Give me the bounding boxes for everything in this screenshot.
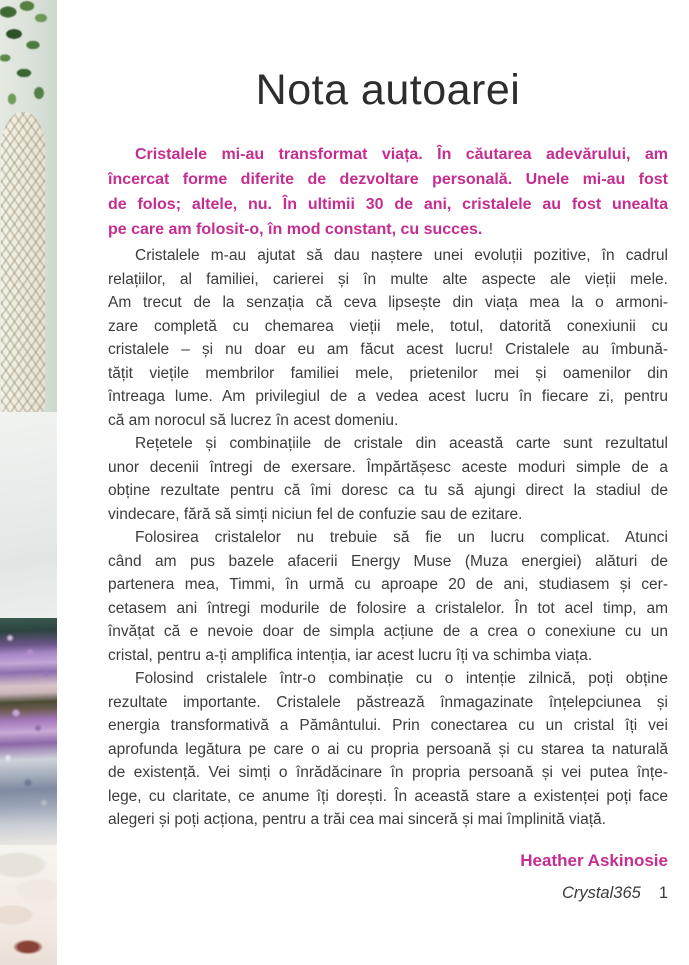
body-line: întreaga lume. Am privilegiul de a vedea acest lucru în fiecare zi, pentru xyxy=(108,388,668,405)
body-line: învățat că e nevoie doar de simpla acțiune de a crea o conexiune cu un xyxy=(108,623,668,640)
body-line: obține rezultate pentru că îmi doresc ca tu să ajungi direct la stadiul de xyxy=(108,482,668,499)
body-line: lege, cu claritate, ce anume îți dorești. În această stare a existenței poți face xyxy=(108,787,668,805)
body-line: Rețetele și combinațiile de cristale din această carte sunt rezultatul xyxy=(135,435,668,452)
intro-line: pe care am folosit-o, în mod constant, cu succes. xyxy=(108,221,483,238)
strip-fabric-image xyxy=(0,412,57,622)
body-line: Cristalele m-au ajutat să dau naștere unei evoluții pozitive, în cadrul xyxy=(135,247,668,264)
body-line: de existență. Vei simți o înrădăcinare în propria persoană și vei putea înțe- xyxy=(108,764,668,781)
amethyst-sparkle-detail xyxy=(0,618,57,846)
body-line: vindecare, fără să simți niciun fel de confuzie sau de ezitare. xyxy=(108,505,523,523)
left-photo-strip xyxy=(0,0,57,965)
body-line: cetasem ani întregi modurile de folosire a cristalelor. În tot acel timp, am xyxy=(108,599,668,617)
body-line: partenera mea, Timmi, în urmă cu aproape 20 de ani, studiasem și cer- xyxy=(108,576,668,593)
body-line: când am pus bazele afacerii Energy Muse (Muza energiei) alături de xyxy=(108,552,668,570)
intro-paragraph xyxy=(108,142,668,242)
page-title: Nota autoarei xyxy=(255,66,521,114)
body-line: cristal, pentru a-ți amplifica intenția, iar acest lucru îți va schimba viața. xyxy=(108,646,593,664)
page-footer xyxy=(108,884,668,903)
body-line: alegeri și poți acționa, pentru a trăi cea mai sinceră și mai împlinită viață. xyxy=(108,811,606,828)
intro-line: Cristalele mi-au transformat viața. În căutarea adevărului, am xyxy=(135,146,668,163)
intro-line: încercat forme diferite de dezvoltare personală. Unele mi-au fost xyxy=(108,171,668,188)
body-line: că am norocul să lucrez în acest domeniu. xyxy=(108,411,399,429)
body-line: Folosirea cristalelor nu trebuie să fie un lucru complicat. Atunci xyxy=(135,529,668,546)
body-line: rezultate importante. Cristalele păstrează înmagazinate înțelepciunea și xyxy=(108,693,668,711)
body-line: unor decenii întregi de exersare. Împărtășesc aceste moduri simple de a xyxy=(108,458,668,476)
strip-bottom-fabric-image xyxy=(0,845,57,965)
author-signature: Heather Askinosie xyxy=(520,851,668,870)
body-line: energia transformativă a Pământului. Prin conectarea cu un cristal îți vei xyxy=(108,717,668,734)
book-title: Crystal365 xyxy=(561,884,641,902)
body-line: aprofunda legătura pe care o ai cu propria persoană și cu starea ta naturală xyxy=(108,740,668,758)
body-line: Am trecut de la senzația că ceva lipsește din viața mea la o armoni- xyxy=(108,294,668,311)
body-text xyxy=(108,244,668,832)
page-number: 1 xyxy=(658,884,668,902)
plant-leaves-image xyxy=(0,0,57,125)
body-line: zare completă cu chemarea vieții mele, totul, datorită conexiunii cu xyxy=(108,317,668,335)
body-line: Folosind cristalele într-o combinație cu o intenție zilnică, poți obține xyxy=(135,670,668,687)
woven-vase-image xyxy=(1,112,45,414)
body-line: relațiilor, al familiei, carierei și în multe alte aspecte ale vieții mele. xyxy=(108,270,668,288)
intro-line: de folos; altele, nu. În ultimii 30 de ani, cristalele au fost unealta xyxy=(108,196,668,213)
body-line: tățit viețile membrilor familiei mele, prietenilor mei și oamenilor din xyxy=(108,364,668,382)
body-line: cristalele – și nu doar eu am făcut acest lucru! Cristalele au îmbună- xyxy=(108,341,668,358)
